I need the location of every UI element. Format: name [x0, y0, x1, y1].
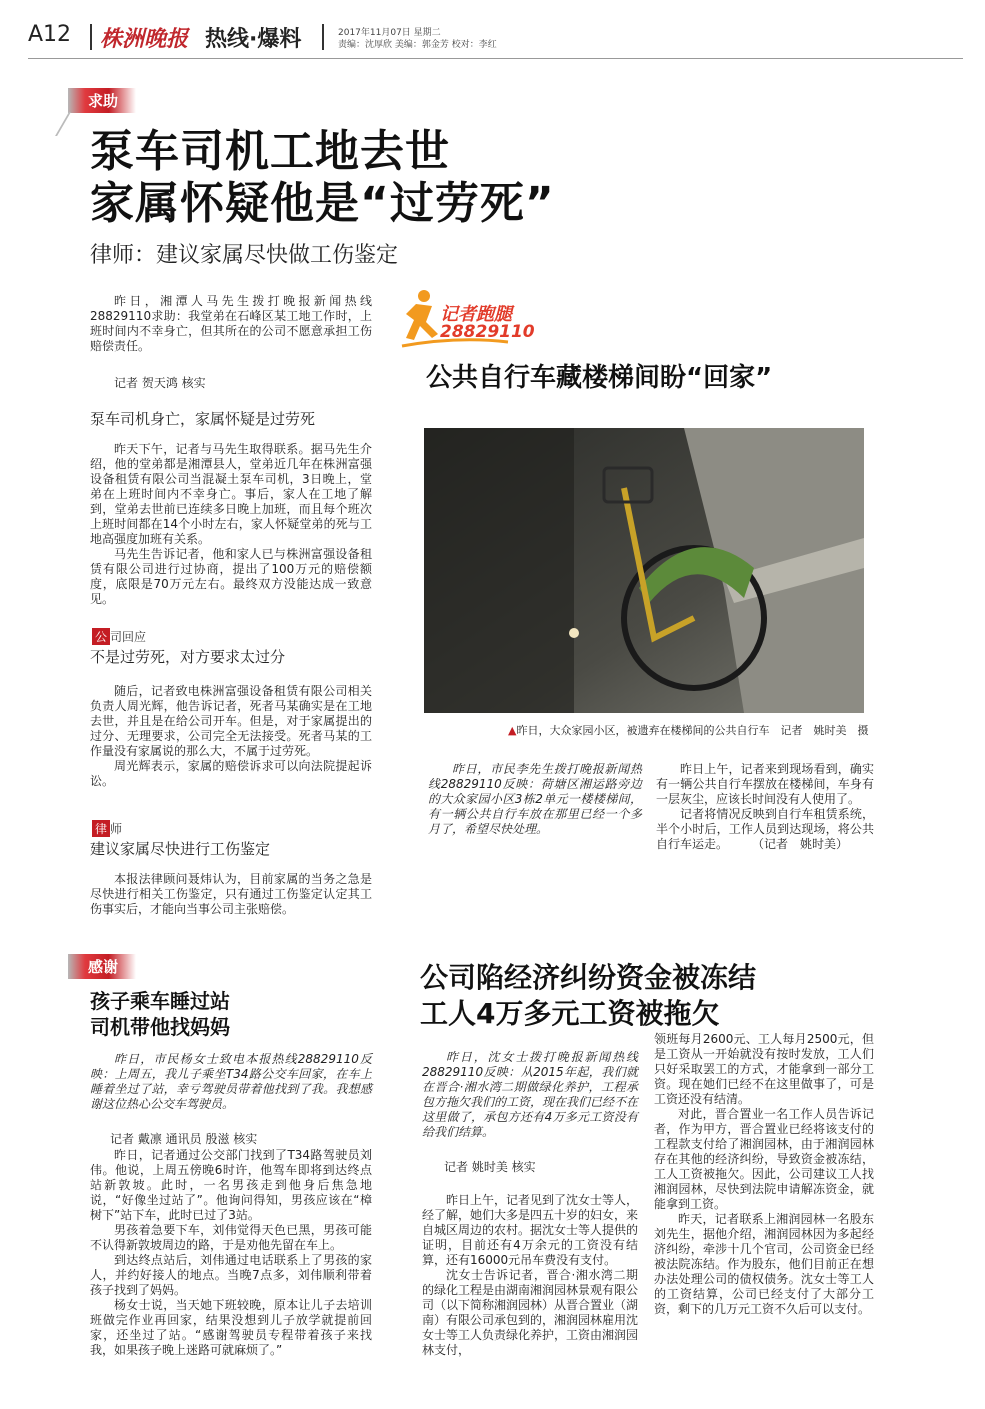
story2-col1	[428, 762, 642, 837]
editor-credits: 责编：沈厚欣 美编：郭金芳 校对：李红	[338, 40, 497, 50]
story3-p3: 到达终点站后，刘伟通过电话联系上了男孩的家人，并约好接人的地点。当晚7点多，刘伟顺利带着孩子找到了妈妈。	[90, 1253, 372, 1297]
story4-headline-line2: 工人4万多元工资被拖欠	[420, 997, 720, 1030]
story3-tag-wrap	[68, 954, 136, 979]
masthead-divider	[90, 24, 92, 50]
story2-col2	[656, 762, 874, 852]
story2-col1-p1: 昨日，市民李先生拨打晚报新闻热线28829110反映：荷塘区湘运路旁边的大众家园小区3栋2单元一楼楼梯间，有一辆公共自行车放在那里已经一个多月了，希望尽快处理。	[428, 762, 642, 836]
badge-number: 28829110	[440, 322, 535, 342]
story2-col2-p2: 记者将情况反映到自行车租赁系统，半个小时后，工作人员到达现场，将公共自行车运走。 （记者 姚时美）	[656, 807, 874, 851]
label-rest: 司回应	[110, 630, 147, 644]
story2-headline: 公共自行车藏楼梯间盼“回家”	[426, 363, 773, 393]
story1-headline	[90, 126, 555, 230]
badge-text: 记者跑腿	[440, 304, 512, 325]
story1-sub3-label	[92, 820, 122, 837]
story4-col2	[654, 1032, 874, 1317]
story1-sub2-body	[90, 684, 372, 789]
caption-marker: ▲	[508, 724, 517, 737]
story4-lead: 昨日，沈女士拨打晚报新闻热线28829110反映：从2015年起，我们就在晋合·湘水湾二期做绿化养护，工程承包方拖欠我们的工资，现在我们已经不在这里做了，承包方还有4万多元工资没有给我们结算。	[422, 1050, 639, 1139]
story1-sub1-p2: 马先生告诉记者，他和家人已与株洲富强设备租赁有限公司进行过协商，提出了100万元的赔偿额度，底限是70万元左右。最终双方没能达成一致意见。	[90, 547, 372, 606]
caption-text: 昨日，大众家园小区，被遗弃在楼梯间的公共自行车 记者 姚时美 摄	[516, 724, 869, 737]
story3-p2: 男孩着急要下车，刘伟觉得天色已黑，男孩可能不认得新敦坡周边的路，于是劝他先留在车上。	[90, 1223, 372, 1252]
spacer	[422, 1140, 638, 1160]
story1-headline-line2: 家属怀疑他是“过劳死”	[90, 178, 555, 229]
label-rest: 师	[110, 822, 123, 836]
story1-sub3-title: 建议家属尽快进行工伤鉴定	[90, 840, 271, 858]
story1-sub3-body	[90, 872, 372, 917]
story4-col1	[422, 1050, 638, 1358]
story1-headline-line1: 泵车司机工地去世	[90, 126, 450, 177]
story2-col2-p1: 昨日上午，记者来到现场看到，确实有一辆公共自行车摆放在楼梯间，车身有一层灰尘，应该长时间没有人使用了。	[656, 762, 874, 806]
story1-sub2-p1: 随后，记者致电株洲富强设备租赁有限公司相关负责人周光辉，他告诉记者，死者马某确实是在工地去世，并且是在给公司开车。但是，对于家属提出的过分、无理要求，公司完全无法接受。死者马某的工作量没有家属说的那么大，不属于过劳死。	[90, 684, 372, 758]
issue-date: 2017年11月07日 星期二	[338, 28, 441, 38]
story1-sub2-title: 不是过劳死，对方要求太过分	[90, 648, 286, 666]
story4-p4: 对此，晋合置业一名工作人员告诉记者，作为甲方，晋合置业已经将该支付的工程款支付给了湘润园林，由于湘润园林存在其他的经济纠纷，导致资金被冻结，工人工资被拖欠。因此，公司建议工人找湘润园林，尽快到法院申请解冻资金，就能拿到工资。	[654, 1107, 874, 1211]
label-mark: 公	[92, 628, 110, 645]
story4-p5: 昨天，记者联系上湘润园林一名股东刘先生，据他介绍，湘润园林因为多起经济纠纷，牵涉十几个官司，公司资金已经被法院冻结。作为股东，他们目前正在想办法处理公司的债权债务。沈女士等工人的工资结算，公司已经支付了大部分工资，剩下的几万元工资不久后可以支付。	[654, 1212, 874, 1316]
story4-p2: 沈女士告诉记者，晋合·湘水湾二期的绿化工程是由湖南湘润园林景观有限公司（以下简称湘润园林）从晋合置业（湖南）有限公司承包到的，湘润园林雇用沈女士等工人负责绿化养护，工资由湘润园林支付，	[422, 1268, 639, 1357]
story3-lead	[90, 1052, 372, 1112]
masthead-meta	[338, 27, 558, 51]
story1-lead-text: 昨日，湘潭人马先生拨打晚报新闻热线28829110求助：我堂弟在石峰区某工地工作时，上班时间内不幸身亡，但其所在的公司不愿意承担工伤赔偿责任。	[90, 294, 372, 353]
bike-photo-illustration	[424, 428, 864, 713]
story1-sub3-p1: 本报法律顾问聂炜认为，目前家属的当务之急是尽快进行相关工伤鉴定，只有通过工伤鉴定认定其工伤事实后，才能向当事公司主张赔偿。	[90, 872, 372, 916]
story1-lead	[90, 294, 372, 354]
story3-p1: 昨日，记者通过公交部门找到了T34路驾驶员刘伟。他说，上周五傍晚6时许，他驾车即将到达终点站新敦坡。此时，一名男孩走到他身后焦急地说，“好像坐过站了”。他询问得知，男孩应该在“樟树下”站下车，此时已过了3站。	[90, 1148, 372, 1222]
photo-caption	[508, 722, 868, 738]
story3-headline	[90, 988, 230, 1040]
story3-p4: 杨女士说，当天她下班较晚，原本让儿子去培训班做完作业再回家，结果没想到儿子放学就提前回家，还坐过了站。“感谢驾驶员专程带着孩子来找我，如果孩子晚上迷路可就麻烦了。”	[90, 1298, 372, 1357]
story3-byline: 记者 戴凛 通讯员 殷滋 核实	[110, 1132, 258, 1146]
story1-tag-wrap	[68, 88, 136, 113]
story1-sub2-p2: 周光辉表示，家属的赔偿诉求可以向法院提起诉讼。	[90, 759, 372, 788]
label-mark: 律	[92, 820, 110, 837]
page-number: A12	[28, 22, 72, 47]
section-title: 热线·爆料	[205, 27, 302, 52]
story1-sub1-title: 泵车司机身亡，家属怀疑是过劳死	[90, 410, 316, 428]
story4-p1: 昨日上午，记者见到了沈女士等人，经了解，她们大多是四五十岁的妇女，来自城区周边的农村。据沈女士等人提供的证明，目前还有4万余元的工资没有结算，还有16000元吊车费没有支付。	[422, 1193, 639, 1267]
story4-p3: 领班每月2600元、工人每月2500元，但是工资从一开始就没有按时发放，工人们只好采取罢工的方式，才能拿到一部分工资。现在她们已经不在这里做事了，可是工资还没有结清。	[654, 1032, 874, 1106]
story1-subhead: 律师：建议家属尽快做工伤鉴定	[90, 243, 399, 268]
header-rule	[28, 58, 963, 59]
story4-byline: 记者 姚时美 核实	[444, 1160, 536, 1174]
paper-logo: 株洲晚报	[100, 26, 189, 52]
story1-tag: 求助	[68, 88, 136, 113]
story3-headline-line2: 司机带他找妈妈	[90, 1015, 230, 1039]
story4-headline-line1: 公司陷经济纠纷资金被冻结	[420, 961, 757, 994]
story1-sub1-body	[90, 442, 372, 607]
story3-lead-text: 昨日，市民杨女士致电本报热线28829110反映：上周五，我儿子乘坐T34路公交车回家，在车上睡着坐过了站，幸亏驾驶员带着他找到了我。我想感谢这位热心公交车驾驶员。	[90, 1052, 372, 1111]
story4-headline	[420, 960, 756, 1032]
story3-body	[90, 1148, 372, 1358]
story3-headline-line1: 孩子乘车睡过站	[90, 989, 230, 1013]
bike-photo	[424, 428, 864, 713]
story3-tag: 感谢	[68, 954, 136, 979]
story1-sub2-label	[92, 628, 146, 645]
story1-byline: 记者 贺天鸿 核实	[114, 376, 206, 390]
story1-sub1-p1: 昨天下午，记者与马先生取得联系。据马先生介绍，他的堂弟都是湘潭县人，堂弟近几年在株洲富强设备租赁有限公司当混凝土泵车司机，3日晚上，堂弟在上班时间内不幸身亡。事后，家人在工地了解到，堂弟去世前已连续多日晚上加班，而且每个班次上班时间都在14个小时左右，家人怀疑堂弟的死与工地高强度加班有关系。	[90, 442, 372, 546]
masthead-divider	[322, 24, 324, 50]
spacer	[422, 1175, 638, 1193]
